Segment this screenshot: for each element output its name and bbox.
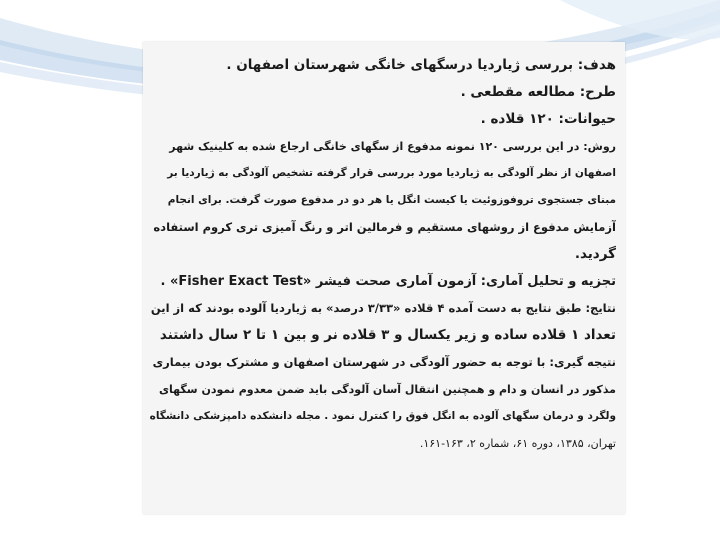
animals-line: حیوانات: ۱۲۰ قلاده . bbox=[480, 111, 616, 127]
objective-line: هدف: بررسی ژیاردیا درسگهای خانگی شهرستان اصفهان . bbox=[226, 57, 616, 73]
conclusion-line-3: ولگرد و درمان سگهای آلوده به انگل فوق را کنترل نمود . مجله دانشکده دامپزشکی دانشگاه bbox=[150, 410, 616, 422]
method-line-2: اصفهان از نظر آلودگی به ژیاردیا مورد بررسی قرار گرفته تشخیص آلودگی به ژیاردیا بر bbox=[167, 167, 616, 179]
method-line-4: آزمایش مدفوع از روشهای مستقیم و فرمالین اتر و رنگ آمیزی تری کروم استفاده bbox=[153, 220, 616, 234]
conclusion-line-1: نتیجه گیری: با توجه به حضور آلودگی در شهرستان اصفهان و مشترک بودن بیماری bbox=[152, 355, 616, 369]
results-line-1: نتایج: طبق نتایج به دست آمده ۴ قلاده «۳/۳۳ درصد» به ژیاردیا آلوده بودند که از این bbox=[150, 301, 616, 315]
conclusion-line-2: مذکور در انسان و دام و همچنین انتقال آسان آلودگی باید ضمن معدوم نمودن سگهای bbox=[158, 383, 616, 396]
method-line-1: روش: در این بررسی ۱۲۰ نمونه مدفوع از سگهای خانگی ارجاع شده به کلینیک شهر bbox=[169, 140, 616, 153]
citation-line: تهران، ۱۳۸۵، دوره ۶۱، شماره ۲، ۱۶۳-۱۶۱. bbox=[419, 437, 616, 450]
design-line: طرح: مطالعه مقطعی . bbox=[460, 84, 616, 100]
statistics-line: تجزیه و تحلیل آماری: آزمون آماری صحت فیشر «Fisher Exact Test» . bbox=[160, 274, 616, 289]
abstract-text bbox=[150, 52, 616, 457]
method-line-3: مبنای جستجوی تروفوزوئیت یا کیست انگل یا هر دو در مدفوع صورت گرفت. برای انجام bbox=[167, 194, 616, 206]
results-line-2: تعداد ۱ قلاده ساده و زیر یکسال و ۳ قلاده نر و بین ۱ تا ۲ سال داشتند bbox=[159, 327, 616, 343]
method-line-5: گردید. bbox=[574, 246, 616, 262]
